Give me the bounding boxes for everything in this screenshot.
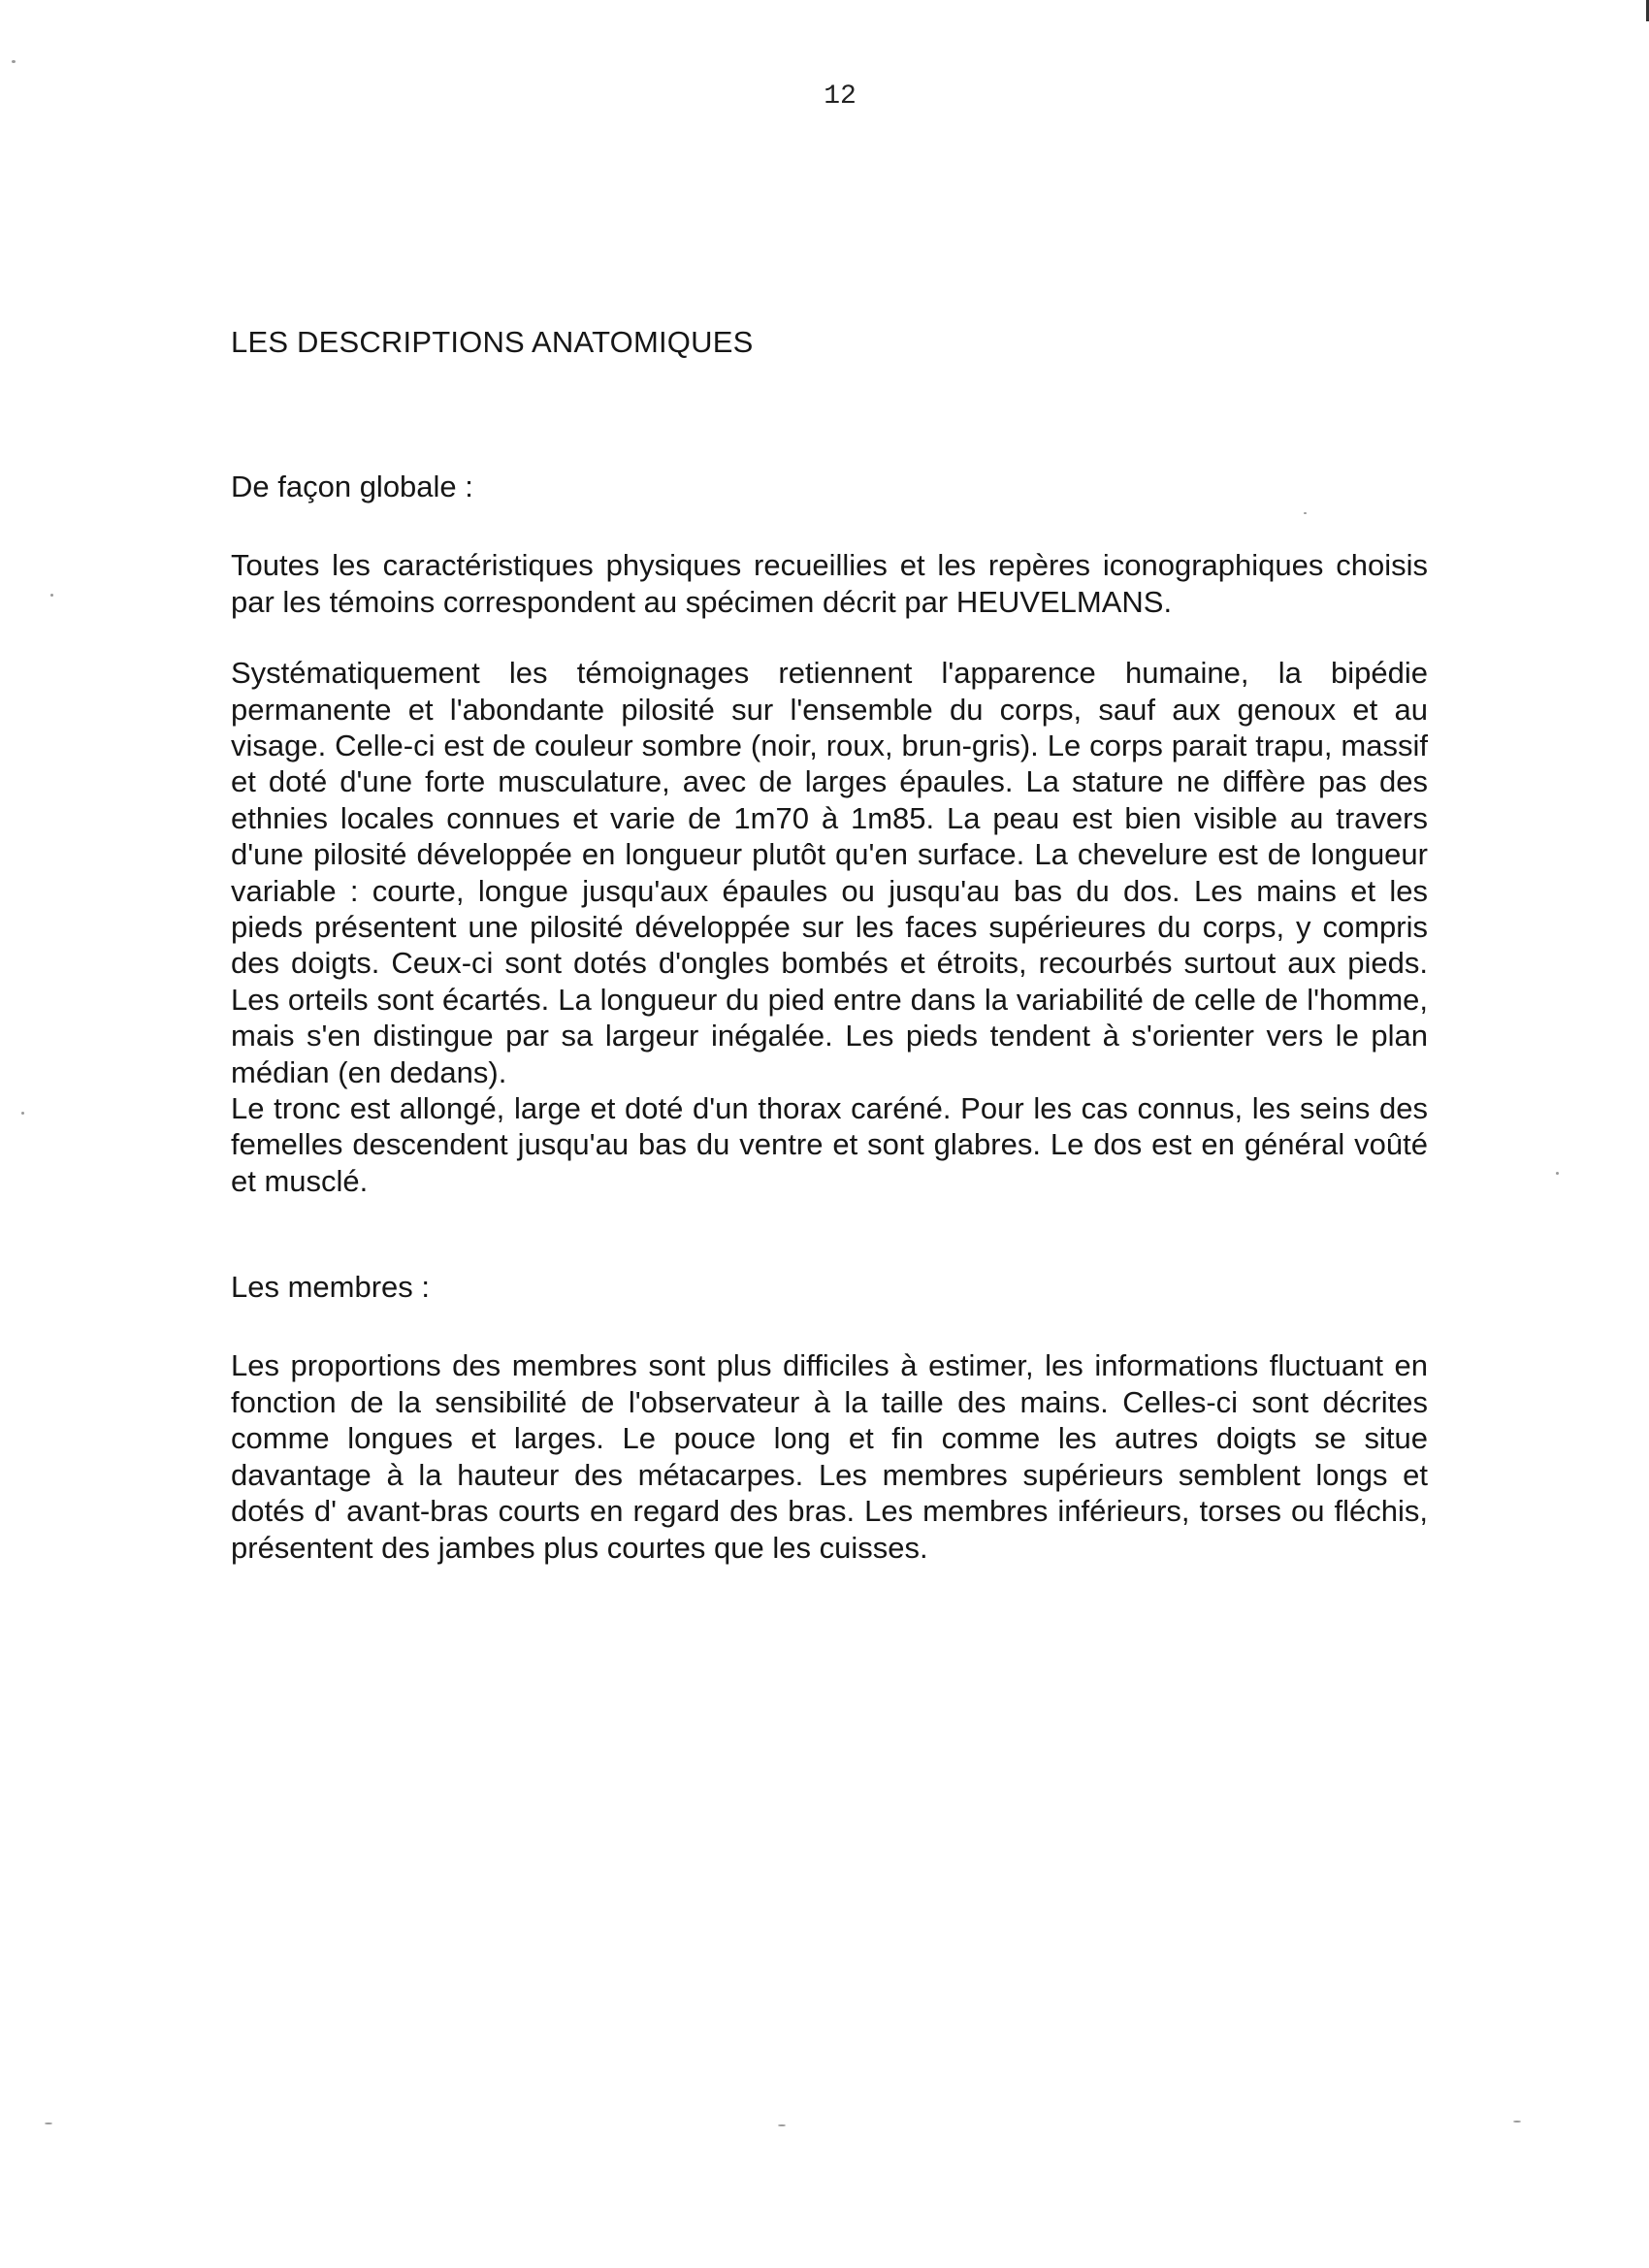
scan-speck: [45, 2122, 52, 2124]
paragraph-limbs: Les proportions des membres sont plus difficiles à estimer, les informations fluctuant en fonction de la sensibilité de l'observateur à la taille des mains. Celles-ci sont décrites comme longues et larges. Le pouce long et fin comme les autres doigts se situe davantage à la hauteur des métacarpes. Les membres supérieurs semblent longs et dotés d' avant-bras courts en regard des bras. Les membres inférieurs, torses ou fléchis, présentent des jambes plus courtes que les cuisses.: [231, 1348, 1428, 1565]
scan-speck: [1556, 1172, 1559, 1175]
paragraph-appearance: Systématiquement les témoignages retiennent l'apparence humaine, la bipédie permanente et l'abondante pilosité sur l'ensemble du corps, sauf aux genoux et au visage. Celle-ci est de couleur sombre (noir, roux, brun-gris). Le corps parait trapu, massif et doté d'une forte musculature, avec de larges épaules. La stature ne diffère pas des ethnies locales connues et varie de 1m70 à 1m85. La peau est bien visible au travers d'une pilosité développée en longueur plutôt qu'en surface. La chevelure est de longueur variable : courte, longue jusqu'aux épaules ou jusqu'au bas du dos. Les mains et les pieds présentent une pilosité développée sur les faces supérieures du corps, y compris des doigts. Ceux-ci sont dotés d'ongles bombés et étroits, recourbés surtout aux pieds. Les orteils sont écartés. La longueur du pied entre dans la variabilité de celle de l'homme, mais s'en distingue par sa largeur inégalée. Les pieds tendent à s'orienter vers le plan médian (en dedans).: [231, 656, 1428, 1089]
scan-speck: [12, 60, 16, 63]
paragraph-trunk: Le tronc est allongé, large et doté d'un thorax caréné. Pour les cas connus, les seins des femelles descendent jusqu'au bas du ventre et sont glabres. Le dos est en général voûté et musclé.: [231, 1091, 1428, 1198]
scan-speck: [778, 2124, 786, 2126]
section-heading-globale: De façon globale :: [231, 470, 473, 504]
scan-speck: [1513, 2121, 1521, 2122]
page-number: 12: [824, 81, 857, 112]
document-title: LES DESCRIPTIONS ANATOMIQUES: [231, 325, 754, 359]
paragraph-witnesses: Toutes les caractéristiques physiques recueillies et les repères iconographiques choisis par les témoins correspondent au spécimen décrit par HEUVELMANS.: [231, 548, 1428, 619]
scan-speck: [50, 594, 53, 597]
scan-speck: [1304, 512, 1307, 514]
scan-speck: [21, 1112, 24, 1115]
document-body: [231, 324, 1428, 1566]
section-heading-membres: Les membres :: [231, 1270, 431, 1305]
